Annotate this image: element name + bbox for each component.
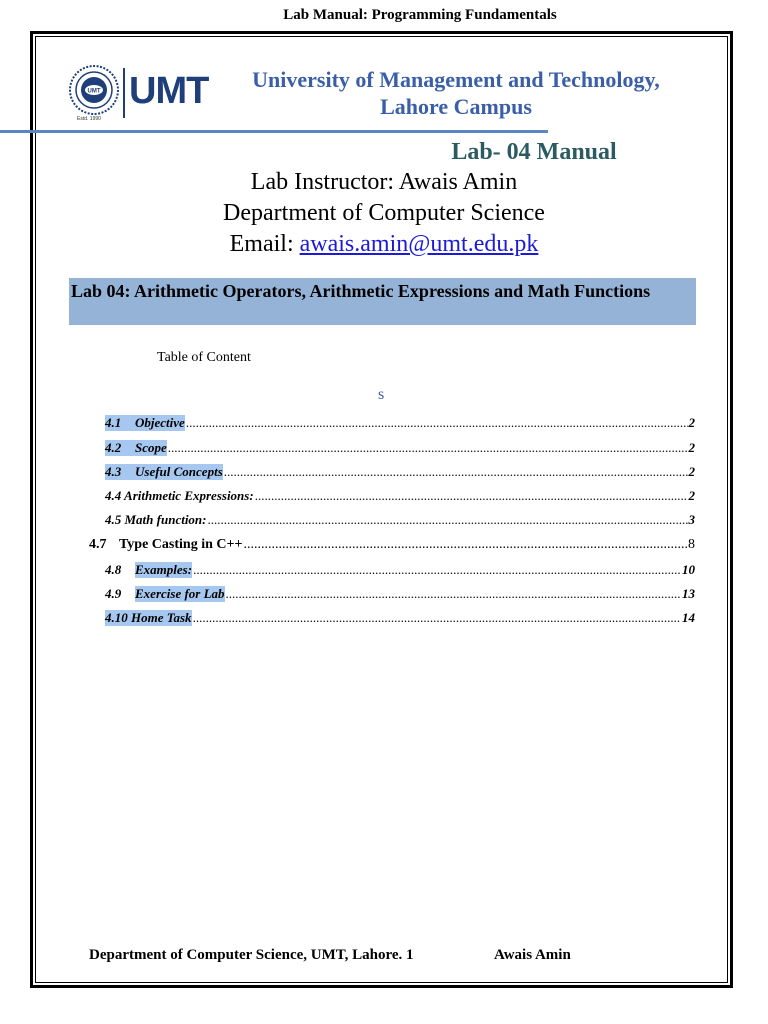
toc-entry-title: Type Casting in C++ xyxy=(119,537,243,552)
footer-department: Department of Computer Science, UMT, Lahore. 1 xyxy=(89,947,414,963)
toc-entry[interactable] xyxy=(105,488,695,506)
email-line xyxy=(0,231,768,258)
toc-entry-title: 4.4 Arithmetic Expressions: xyxy=(105,488,254,503)
toc-entry-number: 4.2 xyxy=(105,440,135,456)
logo-divider xyxy=(123,68,125,118)
email-link[interactable]: awais.amin@umt.edu.pk xyxy=(299,231,539,257)
toc-entry[interactable] xyxy=(105,440,695,458)
toc-entry[interactable] xyxy=(105,512,695,530)
toc-entry-page: 8 xyxy=(688,537,695,552)
toc-entry-title: Examples: xyxy=(135,562,193,577)
toc-entry[interactable] xyxy=(105,562,695,580)
footer-author: Awais Amin xyxy=(494,947,571,963)
email-label: Email: xyxy=(229,231,300,257)
toc-entry-page: 2 xyxy=(688,440,695,455)
umt-logo xyxy=(68,64,228,126)
university-line-2: Lahore Campus xyxy=(380,94,532,119)
lab-instructor: Lab Instructor: Awais Amin xyxy=(250,169,518,195)
toc-entry-page: 14 xyxy=(682,610,695,625)
running-header: Lab Manual: Programming Fundamentals xyxy=(283,7,557,23)
university-name xyxy=(236,66,676,120)
toc-entry-title: Exercise for Lab xyxy=(135,586,225,601)
toc-entry-number: 4.8 xyxy=(105,562,122,577)
university-line-1: University of Management and Technology, xyxy=(252,67,660,92)
toc-entry[interactable] xyxy=(105,464,695,482)
toc-label: Table of Content xyxy=(157,350,251,365)
lab-title: Lab- 04 Manual xyxy=(451,139,617,165)
toc-entry[interactable] xyxy=(105,415,695,433)
toc-entry-page: 10 xyxy=(682,562,695,577)
toc-entry[interactable] xyxy=(89,537,695,555)
toc-entry-page: 2 xyxy=(688,464,695,479)
toc-entry-title: 4.5 Math function: xyxy=(105,512,207,527)
header-rule xyxy=(0,130,548,133)
department-name: Department of Computer Science xyxy=(223,200,545,226)
toc-entry-page: 13 xyxy=(682,586,695,601)
toc-entry-page: 2 xyxy=(688,415,695,430)
toc-entry-title: Scope xyxy=(135,440,167,455)
toc-entry[interactable] xyxy=(105,610,695,628)
logo-wordmark: UMT xyxy=(129,70,209,112)
toc-entry-page: 2 xyxy=(688,488,695,503)
toc-entry-number: 4.3 xyxy=(105,464,135,480)
toc-entry-title: Objective xyxy=(135,415,185,430)
toc-entry-number: 4.1 xyxy=(105,415,135,431)
toc-entry-title: 4.10 Home Task xyxy=(105,610,192,625)
toc-entry-number: 4.9 xyxy=(105,586,122,601)
toc-entry-page: 3 xyxy=(688,512,695,527)
logo-year: Estd. 1990 xyxy=(77,116,101,122)
svg-text:UMT: UMT xyxy=(87,88,101,95)
toc-entry-number: 4.7 xyxy=(89,537,107,552)
section-heading: Lab 04: Arithmetic Operators, Arithmetic Expressions and Math Functions xyxy=(69,278,696,325)
toc-entry-title: Useful Concepts xyxy=(135,464,223,479)
toc-entry[interactable] xyxy=(105,586,695,604)
toc-label-tail: s xyxy=(378,386,385,403)
